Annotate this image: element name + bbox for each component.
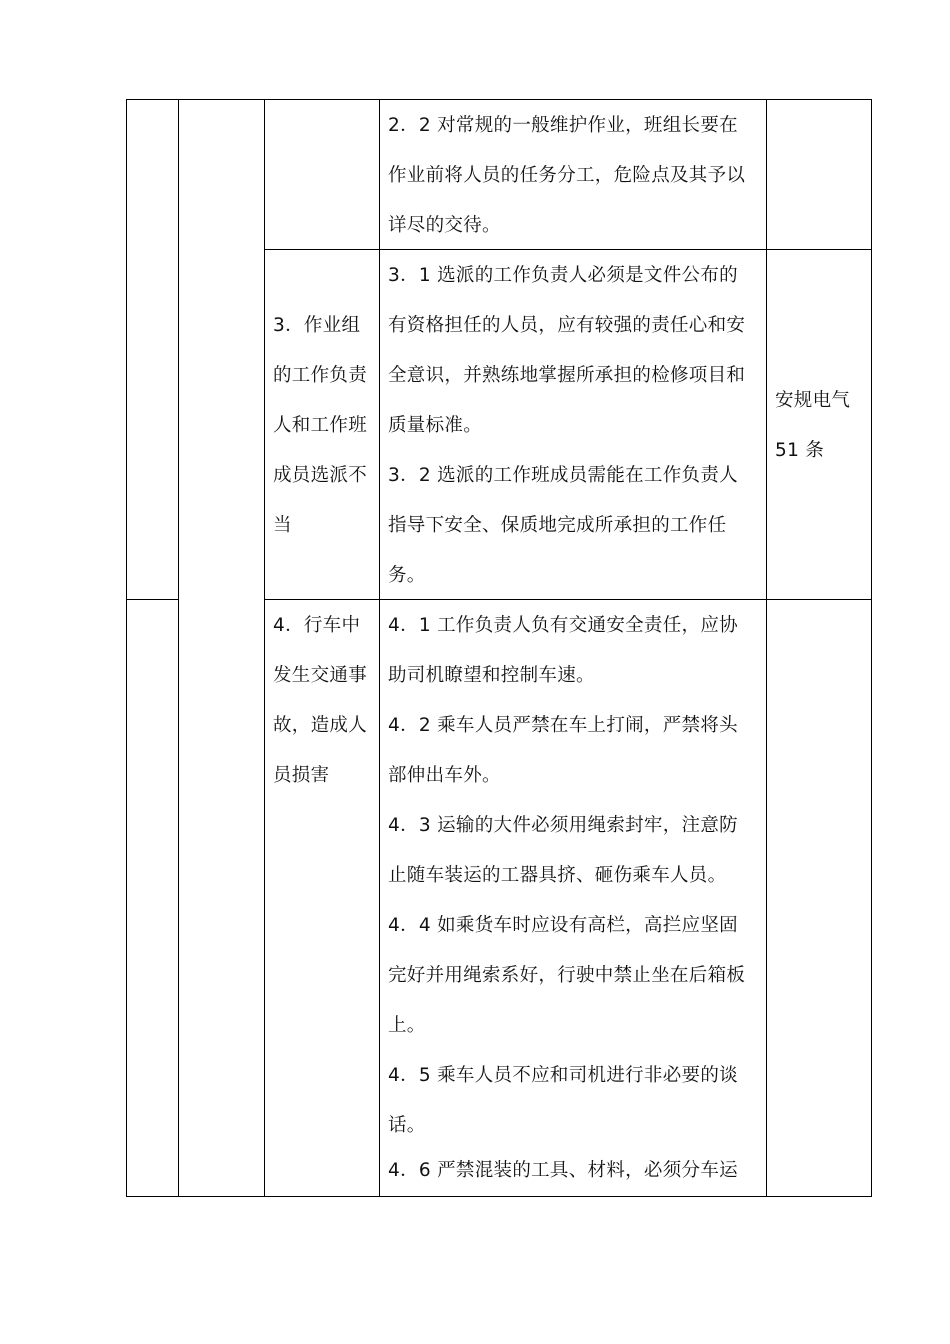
hazard-line: 故，造成人 [273,715,368,736]
hazard-line: 发生交通事 [273,665,368,686]
measure-line: 完好并用绳索系好，行驶中禁止坐在后箱板 [388,965,746,986]
measure-line: 详尽的交待。 [388,215,501,236]
hazard-line: 3．作业组 [273,315,361,336]
table-border-right [871,99,872,1197]
column-divider-2 [264,99,265,1197]
column-divider-1 [178,99,179,1197]
basis-line: 安规电气 [775,390,851,411]
measure-line: 4．4 如乘货车时应设有高栏，高拦应坚固 [388,915,738,936]
measure-line: 4．2 乘车人员严禁在车上打闹，严禁将头 [388,715,738,736]
measure-line: 4．5 乘车人员不应和司机进行非必要的谈 [388,1065,738,1086]
measure-line: 务。 [388,565,426,586]
hazard-line: 人和工作班 [273,415,368,436]
measure-line: 话。 [388,1115,426,1136]
measure-line: 助司机瞭望和控制车速。 [388,665,595,686]
measure-line: 3．1 选派的工作负责人必须是文件公布的 [388,265,738,286]
measure-line: 质量标准。 [388,415,483,436]
measure-line: 上。 [388,1015,426,1036]
measure-line: 全意识，并熟练地掌握所承担的检修项目和 [388,365,746,386]
row-divider-2a [126,599,179,600]
column-divider-3 [379,99,380,1197]
row-divider-2b [264,599,872,600]
hazard-line: 员损害 [273,765,330,786]
measure-line: 作业前将人员的任务分工，危险点及其予以 [388,165,746,186]
measure-line: 3．2 选派的工作班成员需能在工作负责人 [388,465,738,486]
hazard-line: 当 [273,515,292,536]
measure-line: 部伸出车外。 [388,765,501,786]
measure-line: 4．1 工作负责人负有交通安全责任，应协 [388,615,738,636]
column-divider-4 [766,99,767,1197]
measure-line: 止随车装运的工器具挤、砸伤乘车人员。 [388,865,727,886]
measure-line: 指导下安全、保质地完成所承担的工作任 [388,515,727,536]
table-border-bottom [126,1196,872,1197]
measure-line: 2．2 对常规的一般维护作业，班组长要在 [388,115,738,136]
hazard-line: 4．行车中 [273,615,361,636]
hazard-line: 的工作负责 [273,365,368,386]
table-border-top [126,99,872,100]
measure-line: 有资格担任的人员，应有较强的责任心和安 [388,315,746,336]
table-border-left [126,99,127,1197]
measure-line: 4．6 严禁混装的工具、材料，必须分车运 [388,1160,738,1181]
basis-line: 51 条 [775,440,825,461]
hazard-line: 成员选派不 [273,465,368,486]
measure-line: 4．3 运输的大件必须用绳索封牢，注意防 [388,815,738,836]
row-divider-1 [264,249,872,250]
